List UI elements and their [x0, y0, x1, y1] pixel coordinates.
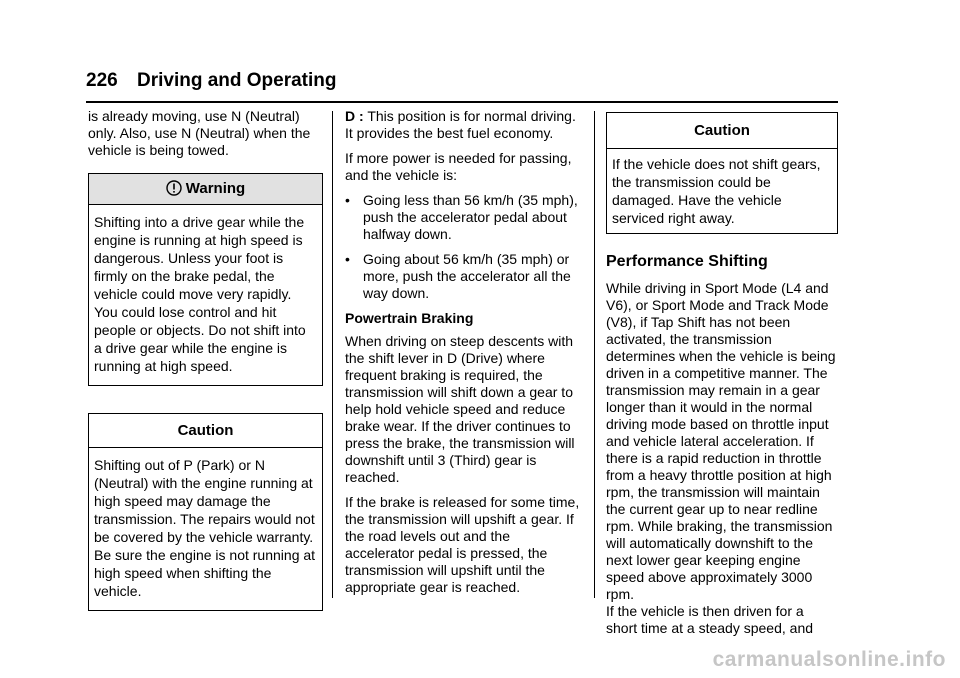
braking-paragraph-2: If the brake is released for some time, the transmission will upshift a gear. If the road levels out and the accelerator pedal is pressed, the transmission will upshift until the appropriate gear is reached. — [345, 494, 580, 595]
list-item — [345, 192, 583, 243]
caution-box — [88, 413, 323, 611]
column-2 — [345, 108, 583, 604]
more-power-paragraph: If more power is needed for passing, and the vehicle is: — [345, 150, 572, 183]
list-item-text: Going about 56 km/h (35 mph) or more, push the accelerator all the way down. — [363, 251, 571, 301]
warning-box — [88, 173, 323, 386]
intro-paragraph: is already moving, use N (Neutral) only. Also, use N (Neutral) when the vehicle is being towed. — [88, 108, 311, 158]
performance-shifting-heading: Performance Shifting — [606, 253, 768, 270]
list-item-text: Going less than 56 km/h (35 mph), push the accelerator pedal about halfway down. — [363, 192, 578, 242]
caution-title: Caution — [177, 422, 234, 439]
header-rule — [86, 101, 838, 103]
column-1 — [88, 108, 323, 611]
column-3 — [606, 112, 838, 637]
caution-body: Shifting out of P (Park) or N (Neutral) with the engine running at high speed may damage the transmission. The repairs would not be covered by the vehicle warranty. Be sure the engine is not running at high speed when shifting the vehicle. — [94, 457, 316, 599]
list-item — [345, 251, 583, 302]
bullet-marker: • — [345, 251, 350, 267]
warning-body: Shifting into a drive gear while the engine is running at high speed is dangerous. Unless your foot is firmly on the brake pedal, the vehicle could move very rapidly. You could lose control and hit people or objects. Do not shift into a drive gear while the engine is running at high speed. — [94, 214, 306, 374]
braking-paragraph-1: When driving on steep descents with the shift lever in D (Drive) where frequent braking is required, the transmission will shift down a gear to help hold vehicle speed and reduce brake wear. If the driver continues to press the brake, the transmission will downshift until 3 (Third) gear is reached. — [345, 333, 575, 485]
page-header — [86, 70, 337, 92]
caution-header — [89, 414, 322, 448]
section-title: Driving and Operating — [136, 70, 337, 91]
warning-title: Warning — [185, 180, 246, 197]
caution-body-right: If the vehicle does not shift gears, the transmission could be damaged. Have the vehicle serviced right away. — [612, 156, 821, 226]
watermark: carmanualsonline.info — [712, 648, 946, 671]
drive-paragraph — [345, 108, 583, 142]
warning-icon — [166, 177, 182, 207]
performance-paragraph-2: If the vehicle is then driven for a short time at a steady speed, and — [606, 603, 814, 636]
bullet-marker: • — [345, 192, 350, 208]
drive-label: D : — [345, 108, 364, 124]
page-number: 226 — [86, 70, 118, 91]
column-divider-1 — [332, 111, 333, 598]
performance-paragraph-1: While driving in Sport Mode (L4 and V6), or Sport Mode and Track Mode (V8), if Tap Shift has not been activated, the transmission determines when the vehicle is being driven in a competitive manner. The transmission may remain in a gear longer than it would in the normal driving mode based on throttle input and vehicle lateral acceleration. If there is a rapid reduction in throttle from a heavy throttle position at high rpm, the transmission will maintain the current gear up to near redline rpm. While braking, the transmission will automatically downshift to the next lower gear keeping engine speed above approximately 3000 rpm. — [606, 280, 836, 602]
powertrain-braking-heading: Powertrain Braking — [345, 310, 474, 326]
column-divider-2 — [594, 111, 595, 598]
warning-header — [89, 174, 322, 205]
caution-box-right — [606, 112, 838, 234]
drive-text: This position is for normal driving. It provides the best fuel economy. — [345, 108, 576, 141]
caution-header-right — [607, 113, 837, 149]
caution-title-right: Caution — [694, 122, 750, 139]
